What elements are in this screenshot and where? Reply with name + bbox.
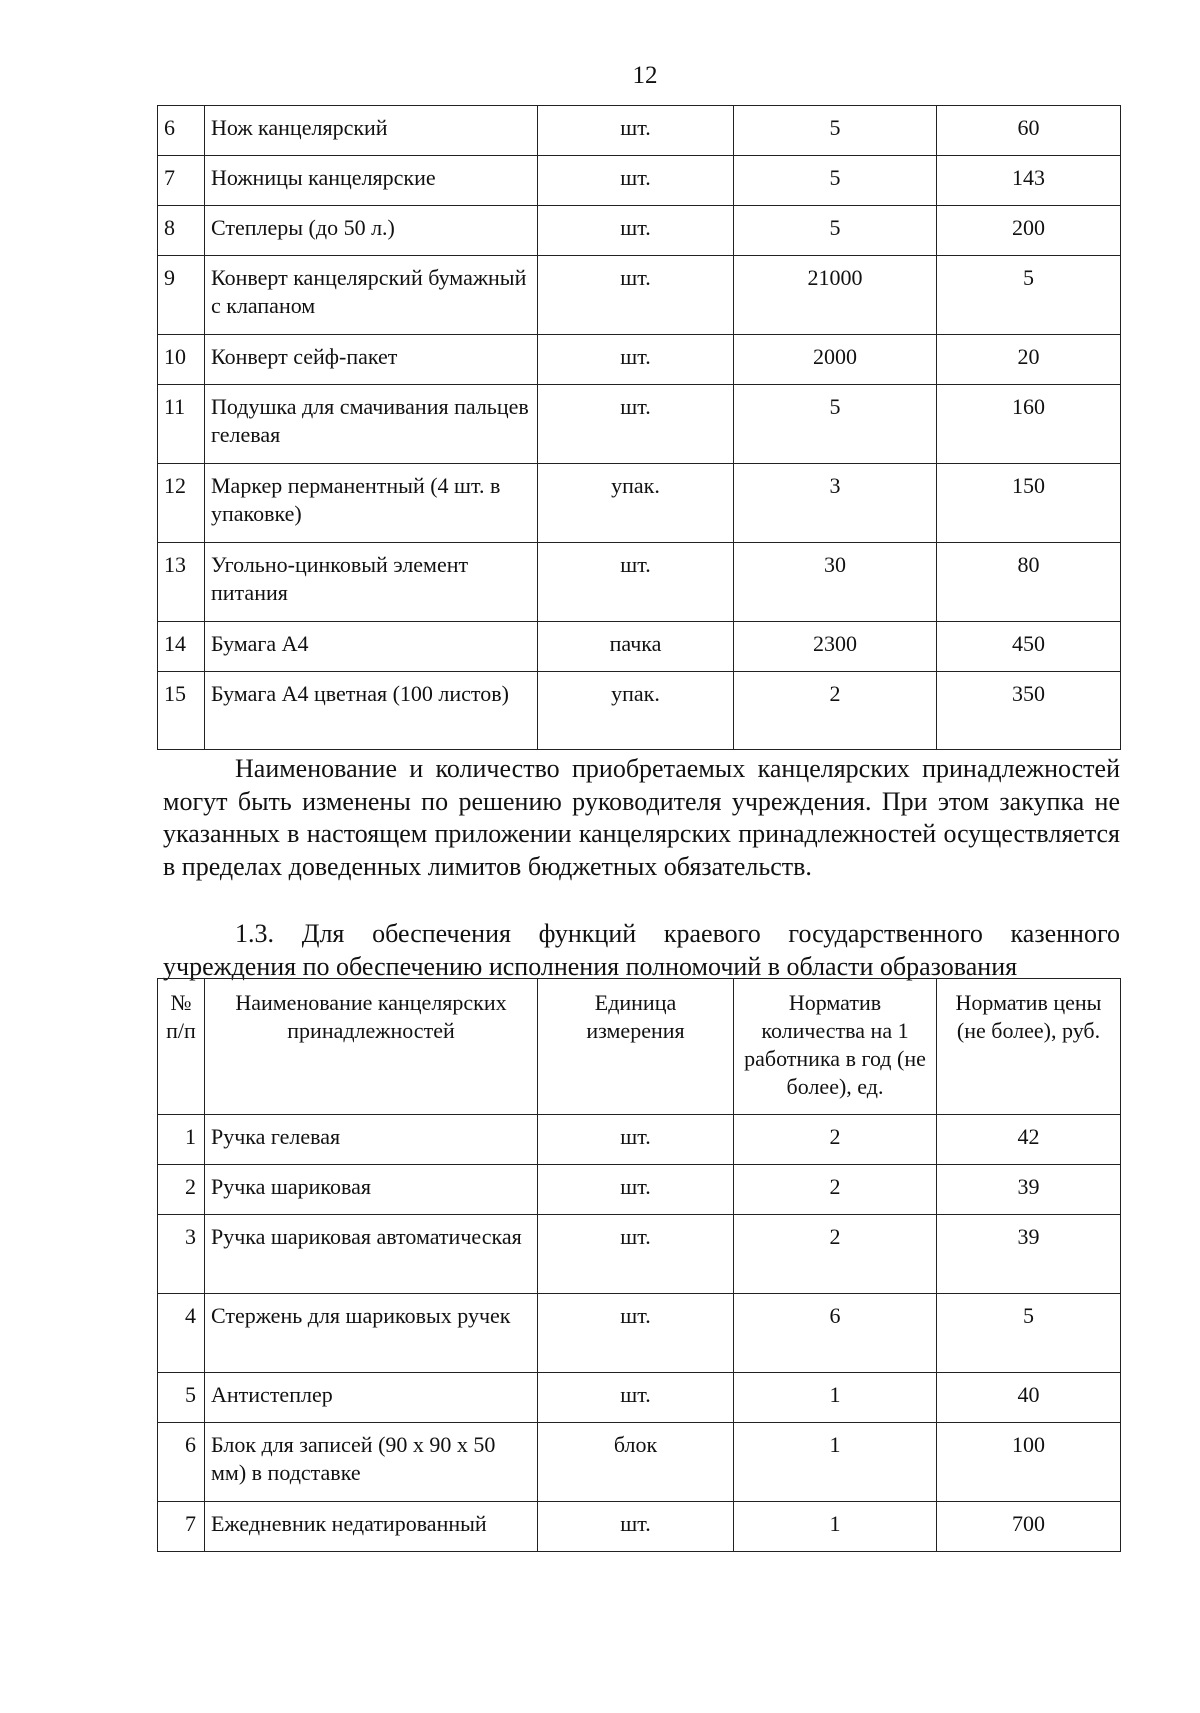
table-header-row — [158, 979, 1121, 1115]
supplies-table-section-1-3 — [157, 978, 1121, 1552]
item-quantity: 5 — [734, 156, 937, 206]
item-name: Ручка шариковая автоматическая — [205, 1215, 538, 1294]
item-unit: шт. — [538, 543, 734, 622]
item-unit: шт. — [538, 1502, 734, 1552]
item-price: 80 — [937, 543, 1121, 622]
item-quantity: 1 — [734, 1373, 937, 1423]
item-unit: шт. — [538, 106, 734, 156]
item-quantity: 5 — [734, 106, 937, 156]
item-name: Ручка шариковая — [205, 1165, 538, 1215]
page-number: 12 — [632, 62, 658, 89]
item-price: 60 — [937, 106, 1121, 156]
item-unit: шт. — [538, 1373, 734, 1423]
item-price: 143 — [937, 156, 1121, 206]
note-paragraph: Наименование и количество приобретаемых канцелярских принадлежностей могут быть изменены по решению руководителя учреждения. При этом закупка не указанных в настоящем приложении канцелярских принадлежностей осуществляется в пределах доведенных лимитов бюджетных обязательств. — [163, 754, 1120, 881]
item-name: Подушка для смачивания пальцев гелевая — [205, 385, 538, 464]
row-number: 5 — [158, 1373, 205, 1423]
item-price: 350 — [937, 672, 1121, 750]
item-quantity: 1 — [734, 1423, 937, 1502]
item-unit: шт. — [538, 335, 734, 385]
item-quantity: 30 — [734, 543, 937, 622]
item-quantity: 21000 — [734, 256, 937, 335]
item-name: Блок для записей (90 х 90 х 50 мм) в подставке — [205, 1423, 538, 1502]
item-price: 150 — [937, 464, 1121, 543]
item-price: 39 — [937, 1165, 1121, 1215]
item-unit: шт. — [538, 156, 734, 206]
table-row — [158, 1373, 1121, 1423]
item-price: 100 — [937, 1423, 1121, 1502]
item-name: Угольно-цинковый элемент питания — [205, 543, 538, 622]
item-quantity: 2 — [734, 1215, 937, 1294]
item-unit: шт. — [538, 1165, 734, 1215]
table-row — [158, 1115, 1121, 1165]
table-row — [158, 1215, 1121, 1294]
item-name: Стержень для шариковых ручек — [205, 1294, 538, 1373]
item-quantity: 2000 — [734, 335, 937, 385]
table-row — [158, 1294, 1121, 1373]
item-name: Маркер перманентный (4 шт. в упаковке) — [205, 464, 538, 543]
item-price: 5 — [937, 256, 1121, 335]
item-price: 39 — [937, 1215, 1121, 1294]
item-name: Конверт канцелярский бумажный с клапаном — [205, 256, 538, 335]
row-number: 10 — [158, 335, 205, 385]
item-unit: шт. — [538, 206, 734, 256]
item-name: Бумага А4 цветная (100 листов) — [205, 672, 538, 750]
row-number: 3 — [158, 1215, 205, 1294]
item-name: Ежедневник недатированный — [205, 1502, 538, 1552]
item-unit: шт. — [538, 1215, 734, 1294]
item-name: Ручка гелевая — [205, 1115, 538, 1165]
item-quantity: 1 — [734, 1502, 937, 1552]
item-name: Нож канцелярский — [205, 106, 538, 156]
table-row — [158, 1165, 1121, 1215]
row-number: 9 — [158, 256, 205, 335]
row-number: 8 — [158, 206, 205, 256]
item-price: 160 — [937, 385, 1121, 464]
item-quantity: 2 — [734, 1115, 937, 1165]
table-row — [158, 156, 1121, 206]
item-price: 5 — [937, 1294, 1121, 1373]
item-quantity: 5 — [734, 385, 937, 464]
row-number: 7 — [158, 156, 205, 206]
item-unit: шт. — [538, 385, 734, 464]
row-number: 11 — [158, 385, 205, 464]
item-name: Антистеплер — [205, 1373, 538, 1423]
table-row — [158, 385, 1121, 464]
row-number: 12 — [158, 464, 205, 543]
row-number: 6 — [158, 1423, 205, 1502]
item-quantity: 2 — [734, 672, 937, 750]
row-number: 13 — [158, 543, 205, 622]
row-number: 14 — [158, 622, 205, 672]
table-row — [158, 106, 1121, 156]
header-name: Наименование канцелярских принадлежностей — [205, 979, 538, 1115]
table-row — [158, 464, 1121, 543]
item-name: Конверт сейф-пакет — [205, 335, 538, 385]
table-row — [158, 206, 1121, 256]
item-name: Ножницы канцелярские — [205, 156, 538, 206]
row-number: 2 — [158, 1165, 205, 1215]
item-price: 200 — [937, 206, 1121, 256]
item-quantity: 2300 — [734, 622, 937, 672]
item-price: 450 — [937, 622, 1121, 672]
item-unit: упак. — [538, 464, 734, 543]
header-quantity: Норматив количества на 1 работника в год (не более), ед. — [734, 979, 937, 1115]
row-number: 15 — [158, 672, 205, 750]
item-quantity: 2 — [734, 1165, 937, 1215]
header-price: Норматив цены (не более), руб. — [937, 979, 1121, 1115]
item-price: 700 — [937, 1502, 1121, 1552]
item-quantity: 5 — [734, 206, 937, 256]
row-number: 6 — [158, 106, 205, 156]
item-price: 42 — [937, 1115, 1121, 1165]
table-row — [158, 622, 1121, 672]
item-quantity: 6 — [734, 1294, 937, 1373]
row-number: 4 — [158, 1294, 205, 1373]
table-row — [158, 1423, 1121, 1502]
item-unit: упак. — [538, 672, 734, 750]
item-unit: шт. — [538, 1294, 734, 1373]
supplies-table-continued — [157, 105, 1121, 750]
table-row — [158, 256, 1121, 335]
item-name: Степлеры (до 50 л.) — [205, 206, 538, 256]
item-price: 20 — [937, 335, 1121, 385]
item-quantity: 3 — [734, 464, 937, 543]
item-name: Бумага А4 — [205, 622, 538, 672]
header-number: № п/п — [158, 979, 205, 1115]
table-row — [158, 543, 1121, 622]
item-unit: шт. — [538, 1115, 734, 1165]
item-unit: шт. — [538, 256, 734, 335]
item-unit: пачка — [538, 622, 734, 672]
table-row — [158, 672, 1121, 750]
row-number: 1 — [158, 1115, 205, 1165]
item-price: 40 — [937, 1373, 1121, 1423]
table-row — [158, 1502, 1121, 1552]
section-heading-paragraph: 1.3. Для обеспечения функций краевого государственного казенного учреждения по обеспечению исполнения полномочий в области образования — [163, 919, 1120, 981]
item-unit: блок — [538, 1423, 734, 1502]
table-row — [158, 335, 1121, 385]
row-number: 7 — [158, 1502, 205, 1552]
header-unit: Единица измерения — [538, 979, 734, 1115]
